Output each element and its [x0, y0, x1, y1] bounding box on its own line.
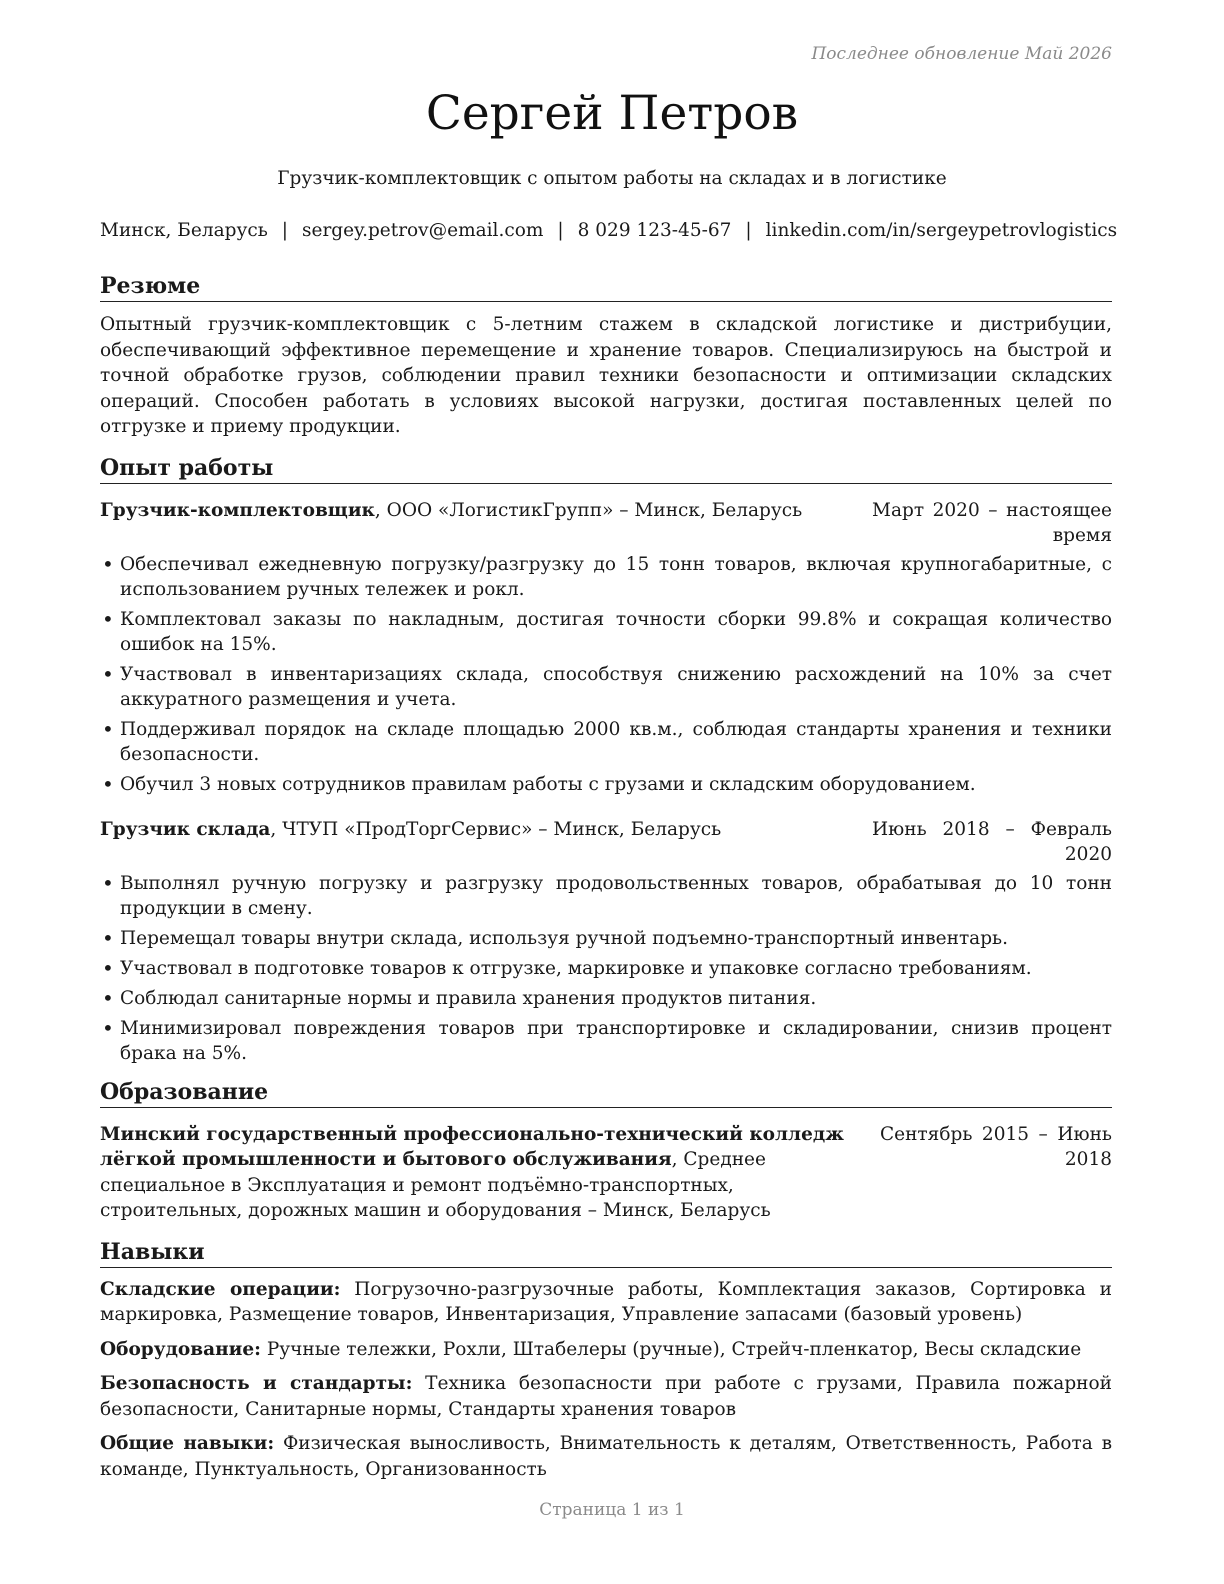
job-entry — [100, 817, 1112, 1066]
skill-text: Физическая выносливость, Внимательность к деталям, Ответственность, Работа в команде, Пунктуальность, Организованность — [100, 1433, 1112, 1480]
section-title-skills: Навыки — [100, 1238, 1112, 1268]
location: Минск, Беларусь — [100, 220, 268, 241]
job-bullets — [100, 552, 1112, 797]
page-number: Страница 1 из 1 — [539, 1500, 685, 1520]
degree-info: , Среднее специальное в Эксплуатация и ремонт подъёмно-транспортных, строительных, дорожных машин и оборудования – Минск, Беларусь — [100, 1149, 771, 1221]
separator: | — [281, 220, 289, 241]
list-item: • Участвовал в инвентаризациях склада, способствуя снижению расхождений на 10% за счет аккуратного размещения и учета. — [100, 662, 1112, 712]
institution-name: Минский государственный профессионально-технический колледж лёгкой промышленности и бытового обслуживания — [100, 1123, 844, 1170]
section-title-summary: Резюме — [100, 272, 1112, 302]
skill-label: Складские операции: — [100, 1278, 341, 1300]
headline: Грузчик-комплектовщик с опытом работы на складах и в логистике — [277, 168, 947, 189]
skills-section — [100, 1238, 1112, 1483]
skill-label: Оборудование: — [100, 1338, 261, 1360]
job-title-line — [100, 498, 802, 548]
summary-section — [100, 272, 1112, 440]
skill-label: Безопасность и стандарты: — [100, 1373, 413, 1394]
skill-group — [100, 1431, 1112, 1482]
job-title-line — [100, 817, 721, 867]
list-item: • Обучил 3 новых сотрудников правилам работы с грузами и складским оборудованием. — [100, 772, 1112, 797]
job-role: Грузчик склада — [100, 818, 271, 840]
summary-text: Опытный грузчик-комплектовщик с 5-летним стажем в складской логистике и дистрибуции, обеспечивающий эффективное перемещение и хранение товаров. Специализируюсь на быстрой и точной обработке грузов, соблюдении правил техники безопасности и оптимизации складских операций. Способен работать в условиях высокой нагрузки, достигая поставленных целей по отгрузке и приему продукции. — [100, 314, 1112, 437]
separator: | — [557, 220, 564, 241]
job-dates: Июнь 2018 – Февраль 2020 — [872, 818, 1112, 865]
skill-text: Ручные тележки, Рохли, Штабелеры (ручные), Стрейч-пленкатор, Весы складские — [260, 1338, 1082, 1360]
skill-text: Техника безопасности при работе с грузами, Правила пожарной безопасности, Санитарные нормы, Стандарты хранения товаров — [100, 1373, 1112, 1420]
list-item: • Комплектовал заказы по накладным, достигая точности сборки 99.8% и сокращая количество ошибок на 15%. — [100, 607, 1112, 657]
job-company: , ООО «ЛогистикГрупп» – Минск, Беларусь — [374, 499, 803, 521]
resume-body — [100, 272, 1112, 1482]
candidate-name: Сергей Петров — [425, 86, 799, 141]
list-item: • Обеспечивал ежедневную погрузку/разгрузку до 15 тонн товаров, включая крупногабаритные, с использованием ручных тележек и рокл. — [100, 552, 1112, 602]
skill-group — [100, 1371, 1112, 1422]
job-header — [100, 817, 1112, 867]
education-dates: Сентябрь 2015 – Июнь 2018 — [880, 1123, 1112, 1170]
list-item: • Выполнял ручную погрузку и разгрузку продовольственных товаров, обрабатывая до 10 тонн продукции в смену. — [100, 871, 1112, 921]
email-link[interactable]: sergey.petrov@email.com — [302, 220, 544, 241]
section-title-experience: Опыт работы — [100, 454, 1112, 484]
job-bullets — [100, 871, 1112, 1066]
experience-section — [100, 454, 1112, 1066]
education-entry — [100, 1122, 1112, 1224]
job-company: , ЧТУП «ПродТоргСервис» – Минск, Беларусь — [270, 818, 722, 840]
list-item: • Участвовал в подготовке товаров к отгрузке, маркировке и упаковке согласно требованиям. — [100, 956, 1112, 981]
skill-text: Погрузочно-разгрузочные работы, Комплектация заказов, Сортировка и маркировка, Размещение товаров, Инвентаризация, Управление запасами (базовый уровень) — [100, 1278, 1113, 1325]
job-role: Грузчик-комплектовщик — [100, 499, 375, 521]
phone-number[interactable]: 8 029 123-45-67 — [577, 220, 732, 241]
linkedin-link[interactable]: linkedin.com/in/sergeypetrovlogistics — [765, 220, 1118, 241]
contact-line — [100, 220, 1118, 241]
list-item: • Соблюдал санитарные нормы и правила хранения продуктов питания. — [100, 986, 1112, 1011]
list-item: • Перемещал товары внутри склада, используя ручной подъемно-транспортный инвентарь. — [100, 926, 1112, 951]
job-header — [100, 498, 1112, 548]
separator: | — [745, 220, 752, 241]
job-dates: Март 2020 – настоящее время — [872, 499, 1112, 546]
list-item: • Поддерживал порядок на складе площадью 2000 кв.м., соблюдая стандарты хранения и техники безопасности. — [100, 717, 1112, 767]
list-item: • Минимизировал повреждения товаров при транспортировке и складировании, снизив процент брака на 5%. — [100, 1016, 1112, 1066]
job-entry — [100, 498, 1112, 797]
skill-group — [100, 1337, 1112, 1363]
last-updated-note: Последнее обновление Май 2026 — [811, 44, 1112, 64]
education-details — [100, 1122, 880, 1224]
education-section — [100, 1078, 1112, 1224]
section-title-education: Образование — [100, 1078, 1112, 1108]
skill-group — [100, 1277, 1112, 1328]
skill-label: Общие навыки: — [100, 1433, 275, 1454]
